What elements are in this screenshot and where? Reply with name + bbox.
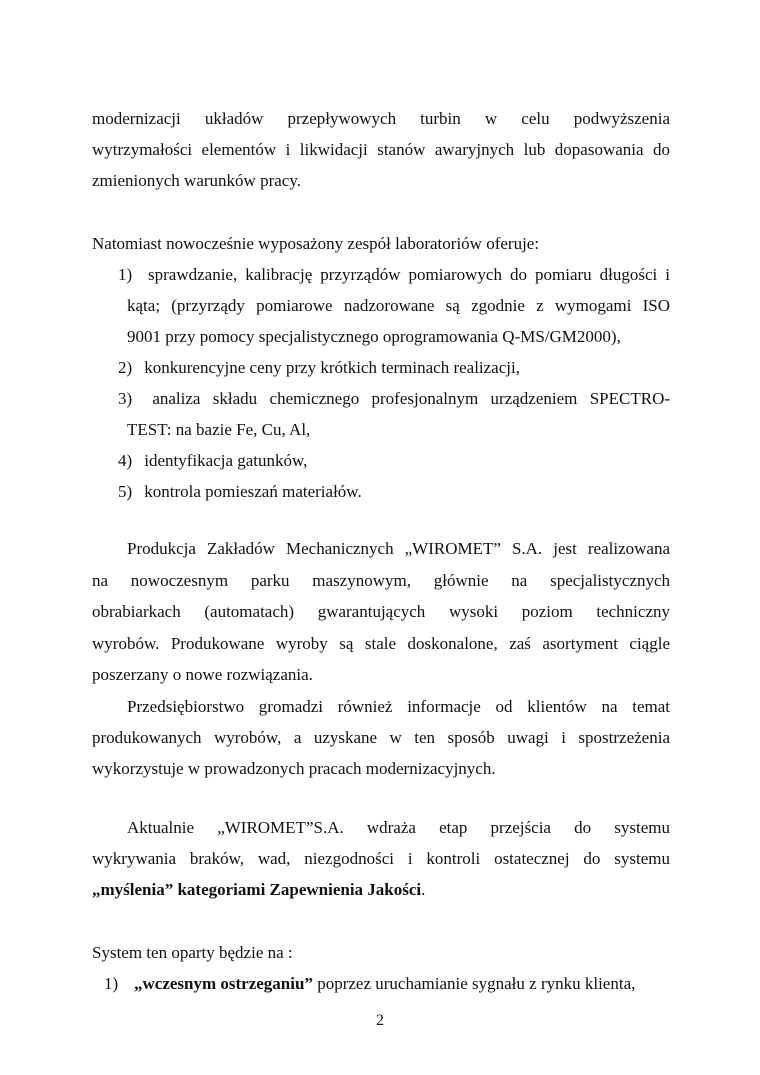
lab-item-2-text: konkurencyjne ceny przy krótkich terminach realizacji, [144,358,520,377]
lab-item-5-number: 5) [118,482,133,501]
lab-item-3-line-2: TEST: na bazie Fe, Cu, Al, [127,420,311,439]
production-paragraph-line-5: poszerzany o nowe rozwiązania. [92,665,313,684]
customer-paragraph-line-1: Przedsiębiorstwo gromadzi również informacje od klientów na temat [127,697,670,716]
lab-item-1-line-3: 9001 przy pomocy specjalistycznego oprogramowania Q-MS/GM2000), [127,327,621,346]
quality-emphasis: „myślenia” kategoriami Zapewnienia Jakości [92,880,422,899]
lab-item-2 [118,352,670,383]
lab-item-1-line-2: kąta; (przyrządy pomiarowe nadzorowane są zgodnie z wymogami ISO [127,296,670,315]
quality-period: . [421,880,426,899]
production-paragraph-line-1: Produkcja Zakładów Mechanicznych „WIROMET” S.A. jest realizowana [127,539,670,558]
intro-paragraph-line-3: zmienionych warunków pracy. [92,171,301,190]
lab-item-3-text-line-1: analiza składu chemicznego profesjonalnym urządzeniem SPECTRO- [152,389,670,408]
intro-paragraph-line-2: wytrzymałości elementów i likwidacji stanów awaryjnych lub dopasowania do [92,140,670,159]
lab-item-5-text: kontrola pomieszań materiałów. [144,482,362,501]
lab-item-4-number: 4) [118,451,133,470]
system-item-1-text: poprzez uruchamianie sygnału z rynku klienta, [312,974,636,993]
lab-item-1-number: 1) [118,265,133,284]
system-item-1-number: 1) [104,974,119,993]
customer-paragraph-line-3: wykorzystuje w prowadzonych pracach modernizacyjnych. [92,759,496,778]
lab-item-4 [118,445,670,476]
system-item-1 [104,968,670,999]
lab-item-3-number: 3) [118,389,133,408]
production-paragraph-line-2: na nowoczesnym parku maszynowym, głównie na specjalistycznych [92,571,670,590]
quality-paragraph-line-2: wykrywania braków, wad, niezgodności i kontroli ostatecznej do systemu [92,849,670,868]
lab-item-1-text-line-1: sprawdzanie, kalibrację przyrządów pomiarowych do pomiaru długości i [148,265,670,284]
lab-item-2-number: 2) [118,358,133,377]
page-number: 2 [376,1012,384,1029]
intro-paragraph-line-1: modernizacji układów przepływowych turbin w celu podwyższenia [92,109,670,128]
lab-item-1-line-1 [118,259,670,290]
customer-paragraph-line-2: produkowanych wyrobów, a uzyskane w ten sposób uwagi i spostrzeżenia [92,728,670,747]
lab-item-3-line-1 [118,383,670,414]
lab-item-4-text: identyfikacja gatunków, [144,451,308,470]
lab-intro: Natomiast nowocześnie wyposażony zespół laboratoriów oferuje: [92,234,540,253]
quality-paragraph-line-1: Aktualnie „WIROMET”S.A. wdraża etap przejścia do systemu [127,818,670,837]
system-intro: System ten oparty będzie na : [92,943,293,962]
system-item-1-emphasis: „wczesnym ostrzeganiu” [134,974,313,993]
lab-item-5 [118,476,670,507]
quality-paragraph-line-3 [92,874,670,905]
production-paragraph-line-4: wyrobów. Produkowane wyroby są stale doskonalone, zaś asortyment ciągle [92,634,670,653]
production-paragraph-line-3: obrabiarkach (automatach) gwarantujących wysoki poziom techniczny [92,602,670,621]
